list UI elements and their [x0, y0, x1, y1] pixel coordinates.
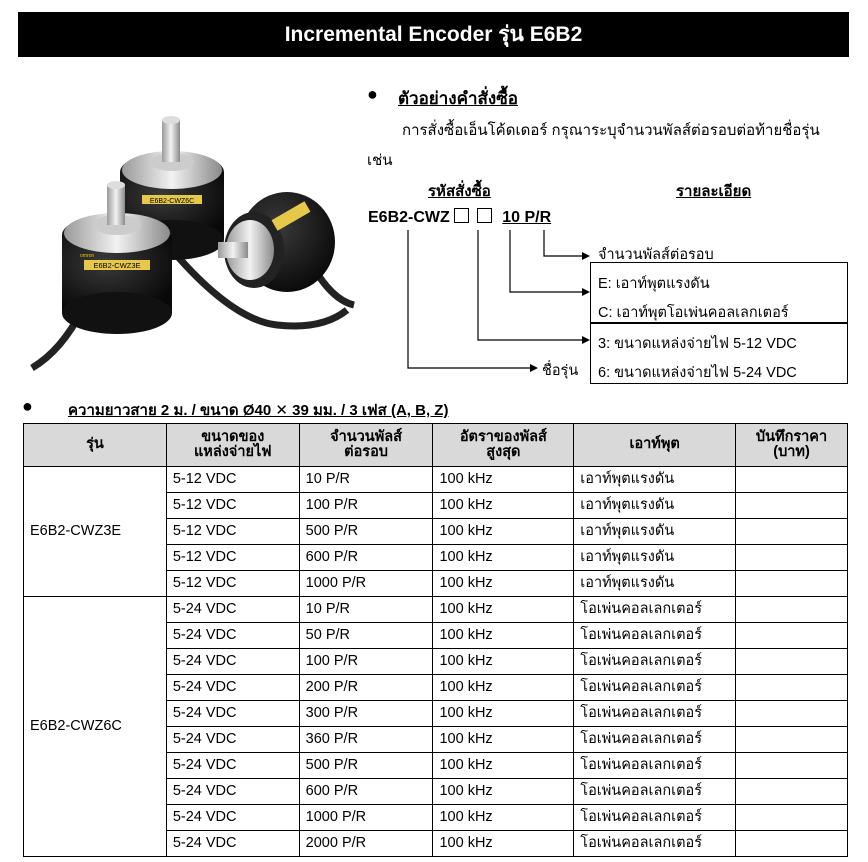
supply-cell: 5-12 VDC: [166, 493, 299, 519]
table-header-row: [24, 424, 848, 467]
pulses-cell: 100 P/R: [299, 493, 433, 519]
output-cell: โอเพ่นคอลเลกเตอร์: [574, 597, 736, 623]
rate-cell: 100 kHz: [433, 701, 574, 727]
output-collector-label: C: เอาท์พุตโอเพ่นคอลเลกเตอร์: [598, 305, 789, 321]
pulses-cell: 1000 P/R: [299, 571, 433, 597]
supply-cell: 5-24 VDC: [166, 675, 299, 701]
supply-cell: 5-24 VDC: [166, 597, 299, 623]
order-heading: ตัวอย่างคำสั่งซื้อ: [398, 89, 518, 108]
pulses-cell: 600 P/R: [299, 779, 433, 805]
supply-cell: 5-24 VDC: [166, 623, 299, 649]
supply-cell: 5-24 VDC: [166, 753, 299, 779]
price-cell: [736, 675, 848, 701]
rate-cell: 100 kHz: [433, 831, 574, 857]
output-cell: โอเพ่นคอลเลกเตอร์: [574, 831, 736, 857]
price-cell: [736, 545, 848, 571]
order-desc-line2: เช่น: [367, 152, 393, 169]
order-code: [368, 208, 551, 227]
output-cell: โอเพ่นคอลเลกเตอร์: [574, 701, 736, 727]
product-table: [23, 423, 848, 857]
output-cell: เอาท์พุตแรงดัน: [574, 519, 736, 545]
pulses-label: จำนวนพัลส์ต่อรอบ: [598, 247, 714, 263]
model-cell: E6B2-CWZ3E: [24, 467, 167, 597]
rate-cell: 100 kHz: [433, 753, 574, 779]
price-cell: [736, 805, 848, 831]
supply-cell: 5-24 VDC: [166, 701, 299, 727]
price-cell: [736, 623, 848, 649]
pulses-cell: 300 P/R: [299, 701, 433, 727]
page-title: Incremental Encoder รุ่น E6B2: [18, 12, 849, 57]
supply-cell: 5-12 VDC: [166, 571, 299, 597]
rate-cell: 100 kHz: [433, 467, 574, 493]
table-row: [24, 597, 848, 623]
pulses-cell: 360 P/R: [299, 727, 433, 753]
output-cell: เอาท์พุตแรงดัน: [574, 467, 736, 493]
pulses-cell: 10 P/R: [299, 467, 433, 493]
price-cell: [736, 571, 848, 597]
col-header-max-rate: อัตราของพัลส์ สูงสุด: [433, 424, 574, 467]
col-header-supply: ขนาดของ แหล่งจ่ายไฟ: [166, 424, 299, 467]
order-desc-line1: การสั่งซื้อเอ็นโค้ดเดอร์ กรุณาระบุจำนวนพัลส์ต่อรอบต่อท้ายชื่อรุ่น: [402, 122, 820, 139]
photo-brand: omron: [80, 253, 95, 259]
supply-cell: 5-24 VDC: [166, 727, 299, 753]
output-cell: เอาท์พุตแรงดัน: [574, 571, 736, 597]
col-header-price: บันทึกราคา (บาท): [736, 424, 848, 467]
code-suffix: 10 P/R: [502, 209, 552, 226]
output-cell: โอเพ่นคอลเลกเตอร์: [574, 779, 736, 805]
pulses-cell: 200 P/R: [299, 675, 433, 701]
supply-cell: 5-24 VDC: [166, 831, 299, 857]
price-cell: [736, 831, 848, 857]
rate-cell: 100 kHz: [433, 623, 574, 649]
rate-cell: 100 kHz: [433, 727, 574, 753]
price-cell: [736, 753, 848, 779]
pulses-cell: 600 P/R: [299, 545, 433, 571]
output-cell: โอเพ่นคอลเลกเตอร์: [574, 675, 736, 701]
supply-box-icon: [454, 208, 469, 223]
output-cell: โอเพ่นคอลเลกเตอร์: [574, 649, 736, 675]
rate-cell: 100 kHz: [433, 805, 574, 831]
bullet-icon: ●: [22, 396, 33, 416]
price-cell: [736, 597, 848, 623]
output-cell: โอเพ่นคอลเลกเตอร์: [574, 753, 736, 779]
output-cell: โอเพ่นคอลเลกเตอร์: [574, 805, 736, 831]
output-voltage-label: E: เอาท์พุตแรงดัน: [598, 276, 710, 292]
photo-label-b: E6B2-CWZ3E: [93, 261, 141, 270]
supply-cell: 5-12 VDC: [166, 545, 299, 571]
pulses-cell: 500 P/R: [299, 753, 433, 779]
rate-cell: 100 kHz: [433, 545, 574, 571]
detail-header: รายละเอียด: [676, 183, 752, 200]
table-row: [24, 467, 848, 493]
supply-cell: 5-24 VDC: [166, 805, 299, 831]
price-cell: [736, 727, 848, 753]
col-header-output: เอาท์พุต: [574, 424, 736, 467]
rate-cell: 100 kHz: [433, 597, 574, 623]
rate-cell: 100 kHz: [433, 519, 574, 545]
pulses-cell: 10 P/R: [299, 597, 433, 623]
rate-cell: 100 kHz: [433, 571, 574, 597]
supply-cell: 5-24 VDC: [166, 649, 299, 675]
model-label: ชื่อรุ่น: [542, 363, 579, 379]
col-header-model: รุ่น: [24, 424, 167, 467]
pulses-cell: 500 P/R: [299, 519, 433, 545]
rate-cell: 100 kHz: [433, 649, 574, 675]
output-cell: โอเพ่นคอลเลกเตอร์: [574, 623, 736, 649]
output-box-icon: [477, 208, 492, 223]
rate-cell: 100 kHz: [433, 493, 574, 519]
rate-cell: 100 kHz: [433, 675, 574, 701]
price-cell: [736, 701, 848, 727]
price-cell: [736, 649, 848, 675]
price-cell: [736, 779, 848, 805]
model-cell: E6B2-CWZ6C: [24, 597, 167, 857]
supply-cell: 5-24 VDC: [166, 779, 299, 805]
col-header-pulses: จำนวนพัลส์ ต่อรอบ: [299, 424, 433, 467]
price-cell: [736, 467, 848, 493]
encoder-product-photo: [22, 100, 360, 375]
output-cell: โอเพ่นคอลเลกเตอร์: [574, 727, 736, 753]
supply-3-label: 3: ขนาดแหล่งจ่ายไฟ 5-12 VDC: [598, 336, 797, 352]
photo-label-a: E6B2-CWZ6C: [149, 198, 195, 205]
supply-6-label: 6: ขนาดแหล่งจ่ายไฟ 5-24 VDC: [598, 365, 797, 381]
supply-cell: 5-12 VDC: [166, 519, 299, 545]
pulses-cell: 100 P/R: [299, 649, 433, 675]
price-cell: [736, 519, 848, 545]
pulses-cell: 1000 P/R: [299, 805, 433, 831]
output-cell: เอาท์พุตแรงดัน: [574, 493, 736, 519]
bullet-icon: ●: [367, 84, 378, 104]
rate-cell: 100 kHz: [433, 779, 574, 805]
spec-line: ความยาวสาย 2 ม. / ขนาด Ø40 ✕ 39 มม. / 3 เฟส (A, B, Z): [68, 402, 449, 419]
code-header: รหัสสั่งซื้อ: [428, 183, 491, 200]
output-cell: เอาท์พุตแรงดัน: [574, 545, 736, 571]
price-cell: [736, 493, 848, 519]
pulses-cell: 2000 P/R: [299, 831, 433, 857]
supply-cell: 5-12 VDC: [166, 467, 299, 493]
code-prefix: E6B2-CWZ: [368, 209, 450, 226]
pulses-cell: 50 P/R: [299, 623, 433, 649]
